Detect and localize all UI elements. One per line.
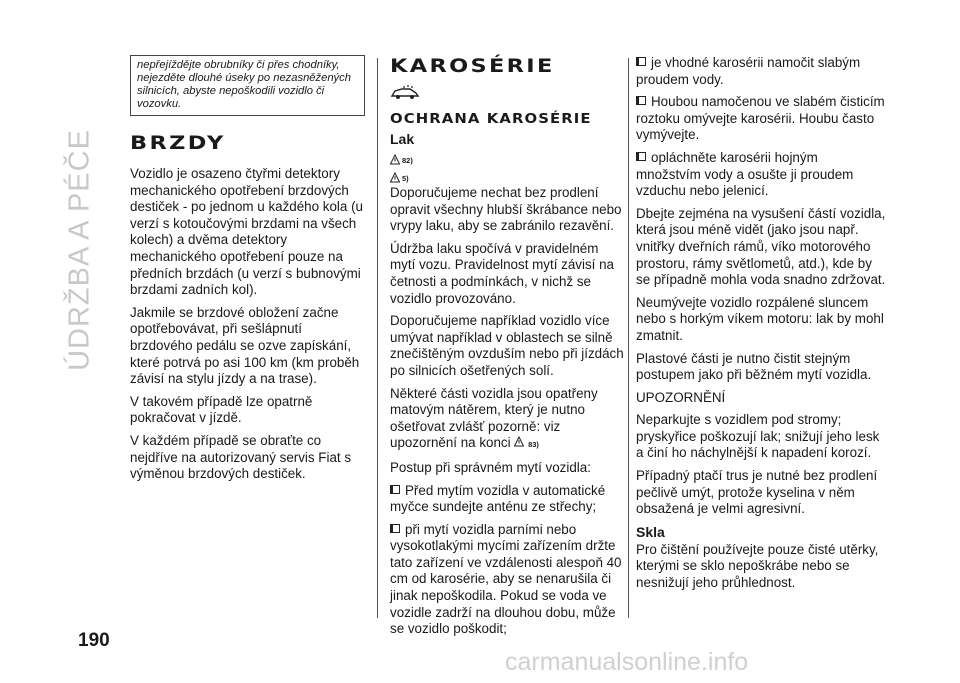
paragraph: Případný ptačí trus je nutné bez prodlení pečlivě umýt, protože kyselina v něm obsažená je velmi agresivní.: [636, 468, 878, 517]
column-3: [636, 55, 886, 598]
paragraph: Doporučujeme například vozidlo více umývat například v oblastech se silně znečištěným ovzduším nebo při jízdách po silnicích ošetřených solí.: [390, 313, 624, 378]
warning-triangle-icon: [390, 154, 400, 165]
bullet-marker-icon: [636, 152, 646, 161]
bullet-item: Před mytím vozidla v automatické myčce sundejte anténu ze střechy;: [390, 482, 606, 515]
bullet-item: opláchněte karosérii hojným množstvím vody a osušte ji proudem vzduchu nebo jelenicí.: [636, 149, 854, 199]
car-wash-icon: [390, 85, 420, 101]
paint-heading: Lak: [390, 131, 415, 147]
glass-heading: Skla: [636, 523, 665, 540]
page-number: 190: [78, 630, 110, 651]
notice-ref: [390, 167, 625, 183]
body-protection-heading: OCHRANA KAROSÉRIE: [390, 111, 592, 127]
warning-label: UPOZORNĚNÍ: [636, 389, 726, 405]
body-heading: KAROSÉRIE: [390, 55, 555, 77]
bullet-item: při mytí vozidla parními nebo vysokotlakými mycími zařízením držte tato zařízení ve vzdálenosti alespoň 40 cm od karosérie, aby se nenarušila či jinak nepoškodila. Pokud se voda ve vozidle zadrží na dlouhou dobu, může se vozidlo poškodit;: [390, 521, 622, 637]
bullet-item: Houbou namočenou ve slabém čisticím roztoku omývejte karosérii. Houbu často vymývejte.: [636, 94, 885, 143]
warning-ref-number: 82): [402, 156, 413, 165]
warning-triangle-icon: [514, 436, 524, 447]
column-1: [130, 55, 365, 489]
matte-paint-text: Některé části vozidla jsou opatřeny matovým nátěrem, který je nutno ošetřovat zvlášť pozorně: viz upozornění na konci: [390, 385, 598, 451]
bullet-item: je vhodné karosérii namočit slabým proudem vody.: [636, 55, 861, 87]
column-2: [390, 55, 625, 644]
paragraph: Pro čištění používejte pouze čisté utěrky, kterými se sklo nepoškrábe nebo se nesnižují jeho průhlednost.: [636, 541, 879, 591]
paragraph: Dbejte zejména na vysušení částí vozidla, která jsou méně vidět (jako jsou např. vnitřky dveřních rámů, víko motorového prostoru, rámy světlometů, atd.), kde by se případně mohla voda snadno zdržovat.: [636, 205, 886, 288]
paragraph: Postup při správném mytí vozidla:: [390, 459, 591, 475]
notice-ref-number: 5): [402, 174, 409, 183]
paragraph: Jakmile se brzdové obložení začne opotřebovávat, při sešlápnutí brzdového pedálu se ozve zapískání, které potrvá po asi 100 km (km proběh závisí na stylu jízdy a na trase).: [130, 304, 360, 387]
bullet-marker-icon: [390, 524, 400, 533]
paragraph: Doporučujeme nechat bez prodlení opravit všechny hlubší škrábance nebo vrypy laku, aby se zabránilo rezavění.: [390, 185, 622, 234]
column-divider: [628, 58, 629, 618]
paragraph: Neumývejte vozidlo rozpálené sluncem nebo s horkým víkem motoru: lak by mohl zmatnit.: [636, 294, 884, 343]
warning-ref-number: 83): [528, 440, 539, 450]
notice-triangle-icon: [390, 172, 400, 183]
paragraph: Vozidlo je osazeno čtyřmi detektory mechanického opotřebení brzdových destiček - po jednom u každého kola (u verzí s kotoučovými brzdami na všech kolech) a dvěma detektory mechanického opotřebení pouze na předních brzdách (u verzí s bubnovými brzdami zadních kol).: [130, 166, 363, 298]
paragraph: Údržba laku spočívá v pravidelném mytí vozu. Pravidelnost mytí závisí na četnosti a podmínkách, v nichž se vozidlo provozováno.: [390, 240, 614, 306]
watermark: carmanualsonline.info: [505, 648, 749, 676]
warning-ref: [390, 149, 625, 165]
paragraph: [390, 386, 625, 454]
chapter-title: ÚDRŽBA A PÉČE: [63, 129, 96, 371]
paragraph: Neparkujte s vozidlem pod stromy; pryskyřice poškozují lak; snižují jeho lesk a činí ho náchylnější k napadení korozí.: [636, 412, 880, 461]
bullet-marker-icon: [636, 57, 646, 66]
paragraph: V takovém případě lze opatrně pokračovat v jízdě.: [130, 393, 313, 426]
brakes-heading: BRZDY: [130, 132, 226, 154]
paragraph: Plastové části je nutno čistit stejným postupem jako při běžném mytí vozidla.: [636, 350, 872, 383]
bullet-marker-icon: [636, 96, 646, 105]
paragraph: V každém případě se obraťte co nejdříve na autorizovaný servis Fiat s výměnou brzdových destiček.: [130, 432, 352, 482]
bullet-marker-icon: [390, 485, 400, 494]
continued-note: nepřejíždějte obrubníky či přes chodníky, nejezděte dlouhé úseky po nezasněžených silnicích, abyste nepoškodili vozidlo či vozovku.: [130, 55, 365, 116]
